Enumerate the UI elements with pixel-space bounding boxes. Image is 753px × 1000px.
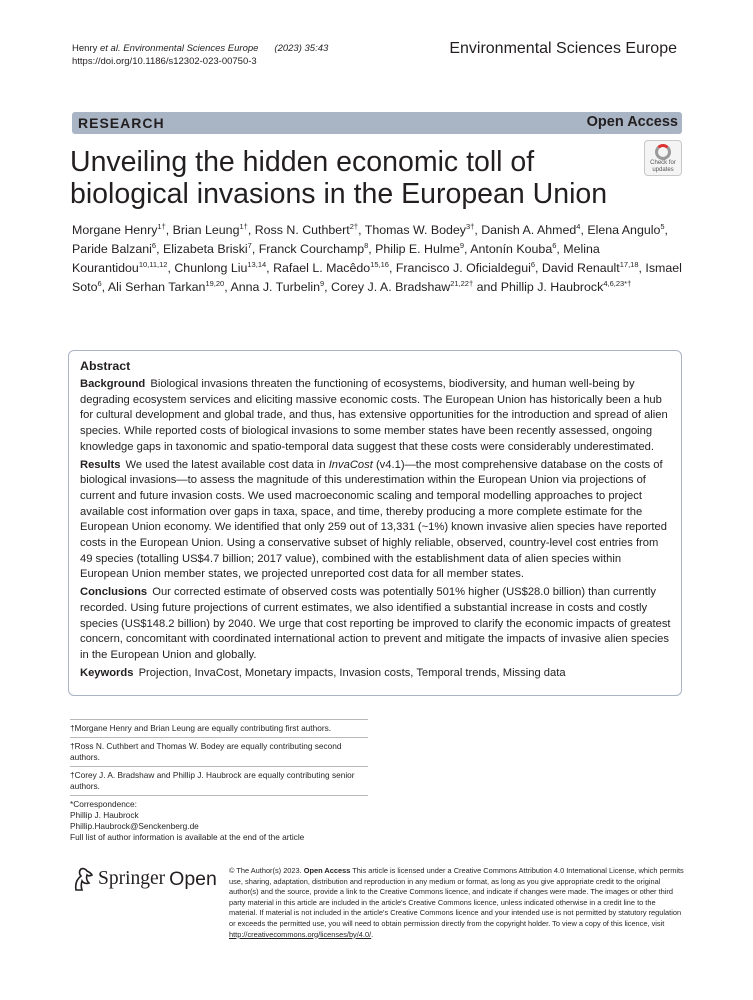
- author-name[interactable]: Ali Serhan Tarkan: [107, 280, 206, 294]
- author-affiliation: 13,14: [247, 259, 267, 269]
- author-name[interactable]: Phillip J. Haubrock: [500, 280, 604, 294]
- section-label: RESEARCH: [78, 115, 165, 131]
- running-header: [72, 42, 328, 68]
- author-affiliation: 10,11,12: [138, 259, 168, 269]
- springer-horse-icon: [72, 866, 94, 892]
- author-name[interactable]: Elena Angulo: [587, 223, 661, 237]
- author-affiliation: 17,18: [619, 259, 639, 269]
- author-affiliation: 4,6,23*†: [603, 278, 632, 288]
- article-title: Unveiling the hidden economic toll of biological invasions in the European Union: [70, 146, 608, 210]
- abstract-background: Background Biological invasions threaten the functioning of ecosystems, biodiversity, and human well-being by degrading ecosystem services and eliciting massive economic costs. The European Union has historically been a hub for cultural development and global trade, and thus, has extensive opportunities for the introduction and spread of alien species. While reported costs of biological invasions to some member states have been recently assessed, ongoing knowledge gaps in taxonomic and spatio-temporal data suggest that these costs were considerably underestimated.: [80, 378, 668, 453]
- author-name[interactable]: David Renault: [541, 261, 620, 275]
- author-list: [72, 221, 687, 297]
- author-affiliation: 1†: [157, 221, 166, 231]
- author-name[interactable]: Antonín Kouba: [470, 242, 553, 256]
- author-affiliation: 5: [660, 221, 665, 231]
- author-separator: ,: [224, 280, 231, 294]
- abstract-conclusions: Conclusions Our corrected estimate of observed costs was potentially 501% higher (US$28.0 billion) than currently recorded. Using future projections of current estimates, we also identified a substantial increase in costs and costly species (US$148.2 billion) by 2040. We urge that cost reporting be improved to clarify the economic impacts of greatest concern, concomitant with coordinated international action to prevent and mitigate the impacts of invasive alien species in the European Union and globally.: [80, 586, 671, 661]
- author-affiliation: 6: [530, 259, 536, 269]
- author-affiliation: 4: [576, 221, 581, 231]
- author-separator: ,: [474, 223, 482, 237]
- author-affiliation: 19,20: [205, 278, 225, 288]
- footnote-first-authors: †Morgane Henry and Brian Leung are equally contributing first authors.: [70, 719, 368, 734]
- author-separator: ,: [266, 261, 274, 275]
- abstract-heading: Abstract: [80, 359, 131, 373]
- article-type-band: [72, 112, 682, 134]
- author-affiliation: 21,22†: [450, 278, 474, 288]
- open-access-label: Open Access: [586, 114, 678, 130]
- author-name[interactable]: Rafael L. Macêdo: [273, 261, 371, 275]
- author-name[interactable]: Melina Kourantidou: [72, 242, 600, 275]
- author-affiliation: 1†: [239, 221, 248, 231]
- publisher-suffix: Open: [169, 867, 217, 890]
- author-name[interactable]: Thomas W. Bodey: [364, 223, 466, 237]
- abstract-box: [68, 350, 682, 696]
- author-affiliation: 6: [97, 278, 102, 288]
- abstract-keywords: Keywords Projection, InvaCost, Monetary impacts, Invasion costs, Temporal trends, Missing data: [80, 666, 566, 679]
- author-affiliation: 3†: [465, 221, 475, 231]
- author-separator: ,: [664, 223, 668, 237]
- author-separator: ,: [388, 261, 396, 275]
- author-name[interactable]: Franck Courchamp: [258, 242, 365, 256]
- author-affiliation: 9: [459, 240, 465, 250]
- author-separator: ,: [556, 242, 564, 256]
- author-name[interactable]: Elizabeta Briski: [162, 242, 248, 256]
- doi-link[interactable]: https://doi.org/10.1186/s12302-023-00750-3: [72, 56, 257, 67]
- author-name[interactable]: Danish A. Ahmed: [481, 223, 577, 237]
- author-separator: ,: [101, 280, 108, 294]
- correspondence-email[interactable]: Phillip.Haubrock@Senckenberg.de: [70, 821, 199, 831]
- author-separator: ,: [638, 261, 646, 275]
- footnote-second-authors: †Ross N. Cuthbert and Thomas W. Bodey are equally contributing second authors.: [70, 737, 368, 763]
- author-separator: ,: [167, 261, 175, 275]
- author-name[interactable]: Brian Leung: [172, 223, 240, 237]
- author-separator: and: [473, 280, 501, 294]
- author-separator: ,: [358, 223, 365, 237]
- license-statement: © The Author(s) 2023. Open Access This article is licensed under a Creative Commons Attribution 4.0 International License, which permits use, sharing, adaptation, distribution and reproduction in any medium or format, as long as you give appropriate credit to the original author(s) and the source, provide a link to the Creative Commons licence, and indicate if changes were made. The images or other third party material in this article are included in the article's Creative Commons licence, unless indicated otherwise in a credit line to the material. If material is not included in the article's Creative Commons licence and your intended use is not permitted by statutory regulation or exceeds the permitted use, you will need to obtain permission directly from the copyright holder. To view a copy of this licence, visit http://creativecommons.org/licenses/by/4.0/.: [229, 866, 684, 939]
- publisher-name: Springer: [98, 868, 166, 889]
- author-name[interactable]: Morgane Henry: [72, 223, 158, 237]
- author-separator: ,: [247, 223, 255, 237]
- author-affiliation: 6: [552, 240, 557, 250]
- author-name[interactable]: Ismael Soto: [72, 261, 682, 294]
- author-affiliation: 9: [319, 278, 325, 288]
- crossmark-icon: [655, 144, 671, 160]
- author-affiliation: 15,16: [370, 259, 389, 269]
- author-separator: ,: [464, 242, 471, 256]
- author-affiliation: 8: [364, 240, 369, 250]
- author-separator: ,: [156, 242, 163, 256]
- author-affiliation: 2†: [349, 221, 359, 231]
- author-separator: ,: [535, 261, 542, 275]
- springer-open-logo: [72, 866, 217, 892]
- author-separator: ,: [165, 223, 173, 237]
- footnote-senior-authors: †Corey J. A. Bradshaw and Phillip J. Haubrock are equally contributing senior authors.: [70, 766, 368, 792]
- journal-name: Environmental Sciences Europe: [449, 40, 677, 57]
- author-name[interactable]: Corey J. A. Bradshaw: [331, 280, 451, 294]
- abstract-results: Results We used the latest available cost data in InvaCost (v4.1)—the most comprehensive database on the costs of biological invasions—to assess the magnitude of this underestimation within the European Union via projections of current and future invasion costs. We used macroeconomic scaling and temporal modelling approaches to project available cost information over gaps in taxa, space, and time, thereby producing a more complete estimate for the European Union economy. We identified that only 259 out of 13,331 (~1%) known invasive alien species have reported costs in the European Union. Using a conservative subset of highly reliable, observed, country-level cost entries from 49 species (totalling US$4.7 billion; 2017 value), combined with the establishment data of alien species within European Union member states, we projected unreported cost data for all member states.: [80, 458, 667, 581]
- author-name[interactable]: Chunlong Liu: [174, 261, 248, 275]
- author-name[interactable]: Anna J. Turbelin: [230, 280, 320, 294]
- author-affiliation: 6: [151, 240, 157, 250]
- author-name[interactable]: Ross N. Cuthbert: [254, 223, 350, 237]
- author-name[interactable]: Philip E. Hulme: [375, 242, 460, 256]
- correspondence: *Correspondence: Phillip J. Haubrock Phillip.Haubrock@Senckenberg.de Full list of author information is available at the end of the article: [70, 795, 368, 843]
- author-separator: ,: [324, 280, 332, 294]
- author-separator: ,: [368, 242, 376, 256]
- author-separator: ,: [580, 223, 588, 237]
- citation-line: Henry et al. Environmental Sciences Europe (2023) 35:43: [72, 43, 329, 54]
- author-name[interactable]: Paride Balzani: [72, 242, 152, 256]
- author-separator: ,: [251, 242, 259, 256]
- license-link[interactable]: http://creativecommons.org/licenses/by/4.0/: [229, 929, 372, 939]
- check-for-updates-badge[interactable]: Check for updates: [644, 140, 682, 176]
- author-name[interactable]: Francisco J. Oficialdegui: [395, 261, 531, 275]
- author-affiliation: 7: [247, 240, 252, 250]
